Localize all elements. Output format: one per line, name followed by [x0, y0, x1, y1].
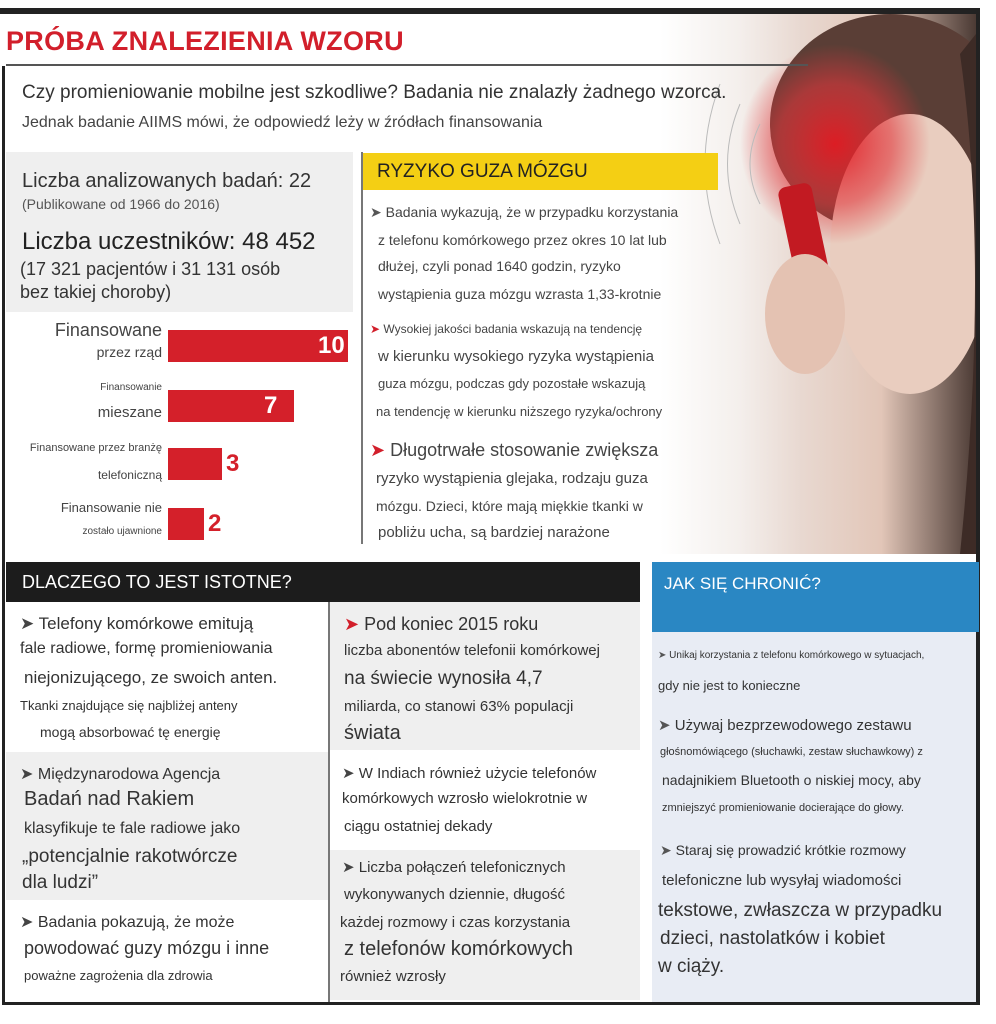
participants-breakdown-line-1: (17 321 pacjentów i 31 131 osób [20, 259, 281, 279]
why-text: fale radiowe, formę promieniowania [20, 640, 273, 657]
why-text: komórkowych wzrosło wielokrotnie w [342, 790, 588, 807]
why-text: ciągu ostatniej dekady [344, 818, 493, 835]
protect-text-line [660, 746, 923, 758]
why-text-line [340, 968, 446, 985]
why-text: Badania pokazują, że może [37, 914, 235, 931]
why-text: poważne zagrożenia dla zdrowia [24, 968, 213, 983]
protect-text-line [662, 802, 904, 814]
funding-bar [168, 448, 222, 480]
why-text: na świecie wynosiła 4,7 [344, 668, 543, 689]
funding-bar-chart [0, 320, 360, 550]
bar-value-label: 10 [318, 332, 345, 359]
why-text: Badań nad Rakiem [24, 788, 195, 810]
risk-text: na tendencję w kierunku niższego ryzyka/ochrony [376, 404, 663, 419]
protect-text: głośnomówiącego (słuchawki, zestaw słuchawkowy) z [660, 746, 923, 758]
risk-text: Badania wykazują, że w przypadku korzystania [385, 204, 679, 220]
why-text-line [24, 668, 277, 688]
risk-text-line [378, 286, 661, 302]
protect-text-line [662, 772, 921, 788]
bar-category-label: Finansowanie nie [60, 500, 162, 515]
why-text-line [20, 764, 220, 784]
protect-text-line [658, 650, 924, 661]
bar-value-label: 7 [264, 392, 278, 419]
intro-line-1: Czy promieniowanie mobilne jest szkodliwe? Badania nie znalazły żadnego wzorca. [22, 82, 727, 103]
protect-text-line [660, 928, 885, 950]
why-text: Liczba połączeń telefonicznych [358, 859, 566, 876]
risk-text-line [378, 348, 654, 365]
intro-line-2: Jednak badanie AIIMS mówi, że odpowiedź leży w źródłach finansowania [22, 114, 543, 131]
participants-count: Liczba uczestników: 48 452 [22, 228, 316, 255]
studies-period: (Publikowane od 1966 do 2016) [22, 196, 220, 212]
why-text: liczba abonentów telefonii komórkowej [344, 642, 600, 659]
why-text-line [24, 820, 240, 838]
bar-category-label: Finansowane [54, 320, 162, 340]
why-heading-box [6, 562, 640, 602]
bullet-arrow-icon: ➤ [658, 650, 670, 661]
bar-category-label: zostało ujawnione [82, 526, 162, 537]
why-text-line [24, 938, 269, 959]
risk-text-line [378, 232, 667, 248]
why-text: również wzrosły [340, 968, 446, 985]
why-text: W Indiach również użycie telefonów [358, 765, 597, 782]
risk-text-line [376, 470, 648, 487]
risk-text-line [378, 376, 645, 391]
why-text: powodować guzy mózgu i inne [24, 938, 270, 958]
studies-count: Liczba analizowanych badań: 22 [22, 170, 312, 192]
protect-text: Unikaj korzystania z telefonu komórkowego w sytuacjach, [669, 650, 925, 661]
bullet-arrow-icon: ➤ [658, 717, 675, 734]
protect-text: zmniejszyć promieniowanie docierające do głowy. [662, 802, 904, 814]
risk-text: guza mózgu, podczas gdy pozostałe wskazują [378, 376, 646, 391]
why-text-line [20, 912, 234, 932]
bullet-arrow-icon: ➤ [20, 914, 38, 931]
risk-text: z telefonu komórkowego przez okres 10 lat lub [378, 232, 667, 248]
bullet-arrow-icon: ➤ [660, 842, 676, 858]
risk-text-line [370, 204, 678, 221]
protect-text-line [658, 716, 912, 734]
protect-text: dzieci, nastolatków i kobiet [660, 928, 885, 949]
bullet-arrow-icon: ➤ [342, 859, 359, 876]
why-text: Tkanki znajdujące się najbliżej anteny [20, 698, 238, 713]
protect-text-block [652, 632, 976, 1002]
protect-text-line [660, 842, 906, 859]
protect-heading-box [652, 562, 979, 632]
protect-text: tekstowe, zwłaszcza w przypadku [658, 900, 943, 921]
risk-text: dłużej, czyli ponad 1640 godzin, ryzyko [378, 258, 621, 274]
funding-bar [168, 508, 204, 540]
why-text: Telefony komórkowe emitują [38, 614, 254, 633]
protect-text-line [658, 956, 724, 978]
why-text-line [20, 614, 253, 634]
why-text-line [344, 668, 543, 690]
bar-category-label: telefoniczną [97, 468, 162, 482]
risk-text-block [370, 200, 679, 550]
why-text-line [24, 968, 213, 983]
risk-text-line [378, 524, 610, 541]
why-text: wykonywanych dziennie, długość [344, 886, 565, 903]
risk-text-line [376, 404, 662, 419]
protect-text: nadajnikiem Bluetooth o niskiej mocy, aby [662, 772, 921, 788]
why-text-line [342, 858, 566, 876]
why-text: miliarda, co stanowi 63% populacji [344, 698, 574, 715]
risk-text: Długotrwałe stosowanie zwiększa [390, 440, 659, 460]
bullet-arrow-icon: ➤ [370, 440, 391, 460]
risk-text-line [370, 440, 658, 461]
why-text: niejonizującego, ze swoich anten. [24, 668, 278, 687]
why-text-line [40, 724, 221, 740]
protect-text: gdy nie jest to konieczne [658, 678, 801, 693]
why-heading: DLACZEGO TO JEST ISTOTNE? [22, 572, 292, 592]
why-text: klasyfikuje te fale radiowe jako [24, 820, 241, 837]
page-title: PRÓBA ZNALEZIENIA WZORU [6, 26, 404, 56]
protect-text-line [658, 900, 942, 922]
why-text: Pod koniec 2015 roku [364, 614, 539, 634]
why-text-line [20, 698, 238, 713]
title-underline [6, 64, 808, 66]
risk-text: pobliżu ucha, są bardziej narażone [378, 524, 610, 541]
why-text-line [344, 698, 573, 715]
bullet-arrow-icon: ➤ [370, 322, 384, 336]
bar-value-label: 3 [226, 450, 240, 477]
why-text-line [342, 790, 587, 807]
bar-category-label: przez rząd [96, 344, 162, 360]
bar-value-label: 2 [208, 510, 222, 537]
why-text: dla ludzi” [22, 872, 99, 893]
protect-text: Używaj bezprzewodowego zestawu [674, 717, 912, 734]
why-text-line [344, 886, 565, 903]
why-text: „potencjalnie rakotwórcze [22, 846, 238, 867]
why-text: świata [344, 722, 401, 744]
bottom-border [2, 1002, 980, 1005]
protect-text-line [658, 678, 800, 693]
why-text-line [342, 764, 596, 782]
risk-heading-box [363, 153, 718, 190]
risk-text-line [376, 498, 643, 514]
risk-text: wystąpienia guza mózgu wzrasta 1,33-krotnie [378, 286, 662, 302]
why-text-line [344, 642, 600, 659]
protect-text: Staraj się prowadzić krótkie rozmowy [675, 842, 906, 858]
risk-text: Wysokiej jakości badania wskazują na tendencję [383, 322, 643, 336]
why-text: mogą absorbować tę energię [40, 724, 221, 740]
bullet-arrow-icon: ➤ [20, 766, 38, 783]
participants-breakdown-line-2: bez takiej choroby) [20, 282, 172, 302]
right-border [976, 8, 980, 1004]
risk-text: mózgu. Dzieci, które mają miękkie tkanki w [376, 498, 643, 514]
bar-category-label: Finansowane przez branżę [29, 442, 162, 454]
why-text-line [20, 640, 273, 658]
protect-heading: JAK SIĘ CHRONIĆ? [664, 574, 821, 593]
risk-text: ryzyko wystąpienia glejaka, rodzaju guza [376, 470, 648, 487]
why-text-line [22, 846, 237, 868]
why-text: każdej rozmowy i czas korzystania [340, 914, 571, 931]
bullet-arrow-icon: ➤ [20, 614, 39, 633]
why-text-block [0, 602, 650, 1002]
column-divider [361, 152, 363, 544]
bar-category-label: Finansowanie [100, 382, 162, 393]
risk-text: w kierunku wysokiego ryzyka wystąpienia [378, 348, 654, 365]
why-text-line [24, 788, 194, 811]
bullet-arrow-icon: ➤ [344, 614, 365, 634]
participants-breakdown [20, 258, 340, 304]
bullet-arrow-icon: ➤ [370, 204, 386, 220]
risk-text-line [370, 322, 642, 336]
why-text: z telefonów komórkowych [344, 938, 573, 960]
why-text: Międzynarodowa Agencja [37, 766, 221, 783]
why-text-line [344, 722, 401, 745]
why-text-line [22, 872, 98, 894]
why-text-line [340, 914, 570, 931]
protect-text: w ciąży. [658, 956, 725, 977]
bar-category-label: mieszane [97, 404, 162, 421]
risk-text-line [378, 258, 621, 274]
bullet-arrow-icon: ➤ [342, 765, 359, 782]
risk-heading: RYZYKO GUZA MÓZGU [377, 161, 588, 182]
why-text-line [344, 614, 538, 635]
why-text-line [344, 938, 573, 961]
protect-text: telefoniczne lub wysyłaj wiadomości [662, 872, 902, 889]
protect-text-line [662, 872, 901, 889]
intro [22, 78, 802, 138]
why-text-line [344, 818, 492, 835]
